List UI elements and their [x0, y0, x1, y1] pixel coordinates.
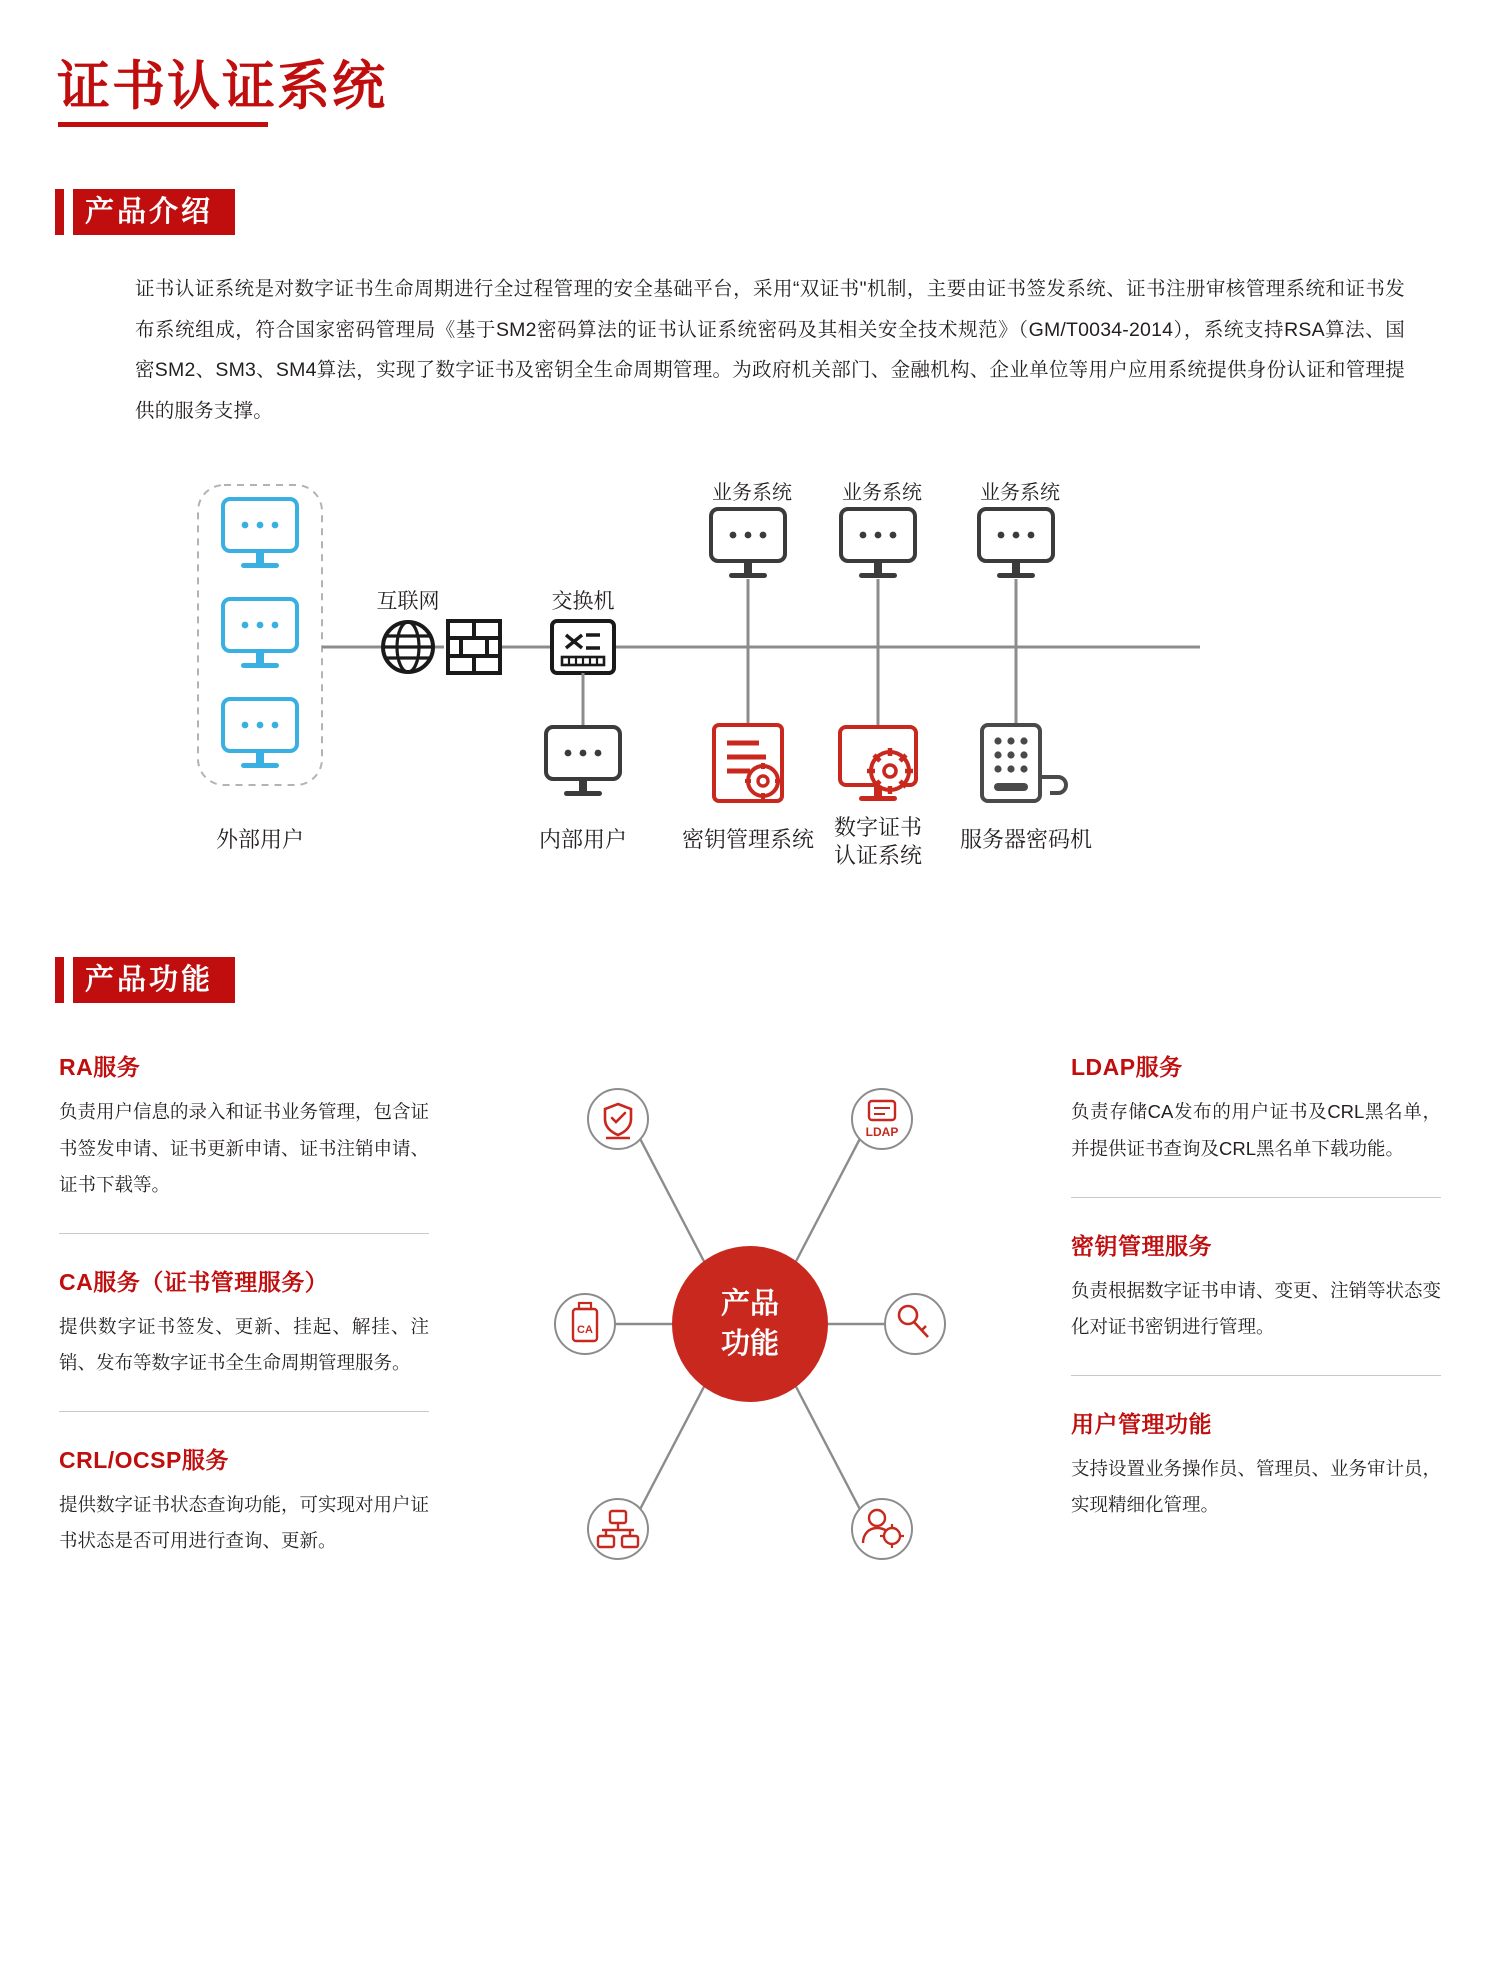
label-switch: 交换机 [551, 590, 615, 614]
label-business-system-2: 业务系统 [842, 482, 922, 505]
ldap-icon [852, 1089, 912, 1149]
function-title: LDAP服务 [1071, 1054, 1183, 1081]
label-key-management-system: 密钥管理系统 [681, 827, 815, 853]
hub-center-circle [672, 1246, 828, 1402]
hub-center-label-line1: 产品 [720, 1288, 780, 1321]
function-item-key-management [1071, 1197, 1441, 1345]
function-title: CRL/OCSP服务 [59, 1446, 229, 1473]
section-accent-bar [55, 957, 64, 1003]
section-title-product-functions: 产品功能 [73, 957, 235, 1003]
function-description: 提供数字证书签发、更新、挂起、解挂、注销、发布等数字证书全生命周期管理服务。 [59, 1315, 429, 1373]
label-business-system-1: 业务系统 [712, 482, 792, 505]
title-underline [58, 122, 268, 127]
function-title: 用户管理功能 [1071, 1410, 1212, 1437]
function-description: 负责存储CA发布的用户证书及CRL黑名单，并提供证书查询及CRL黑名单下载功能。 [1071, 1101, 1441, 1159]
function-item-user-management [1071, 1375, 1441, 1523]
crl-node-icon [588, 1499, 648, 1559]
key-icon [885, 1294, 945, 1354]
function-item-crl-ocsp [59, 1411, 429, 1559]
function-description: 支持设置业务操作员、管理员、业务审计员，实现精细化管理。 [1071, 1457, 1442, 1515]
svg-text:CA: CA [577, 1324, 593, 1337]
ca-usb-key-icon [555, 1294, 615, 1354]
hub-center-label-line2: 功能 [720, 1328, 780, 1361]
page-title: 证书认证系统 [57, 57, 387, 116]
label-hsm: 服务器密码机 [959, 827, 1093, 853]
function-description: 负责根据数字证书申请、变更、注销等状态变化对证书密钥进行管理。 [1071, 1279, 1442, 1337]
label-internal-users: 内部用户 [538, 827, 628, 853]
section-accent-bar [55, 189, 64, 235]
product-intro-paragraph: 证书认证系统是对数字证书生命周期进行全过程管理的安全基础平台，采用“双证书"机制，主要由证书签发系统、证书注册审核管理系统和证书发布系统组成，符合国家密码管理局《基于SM2密码算法的证书认证系统密码及其相关安全技术规范》（GM/T0034-2014），系统支持RSA算法、国密SM2、SM3、SM4算法，实现了数字证书及密钥全生命周期管理。为政府机关部门、金融机构、企业单位等用户应用系统提供身份认证和管理提供的服务支撑。 [135, 278, 1405, 422]
function-item-ca [59, 1233, 429, 1381]
functions-hub-diagram [540, 1049, 960, 1589]
function-title: RA服务 [59, 1054, 141, 1081]
functions-right-column [1071, 1049, 1441, 1589]
function-description: 负责用户信息的录入和证书业务管理，包含证书签发申请、证书更新申请、证书注销申请、证书下载等。 [59, 1101, 430, 1195]
function-title: CA服务（证书管理服务） [59, 1268, 329, 1295]
function-item-ldap [1071, 1049, 1441, 1166]
product-functions-area [55, 1049, 1445, 1589]
function-title: 密钥管理服务 [1071, 1232, 1212, 1259]
svg-text:LDAP: LDAP [865, 1125, 899, 1140]
label-external-users: 外部用户 [215, 827, 305, 853]
label-internet: 互联网 [376, 590, 440, 614]
section-title-product-intro: 产品介绍 [73, 189, 235, 235]
shield-check-icon [588, 1089, 648, 1149]
label-ca-system-line2: 认证系统 [833, 843, 923, 869]
user-settings-icon [852, 1499, 912, 1559]
functions-left-column [59, 1049, 429, 1589]
label-business-system-3: 业务系统 [980, 482, 1060, 505]
network-topology-diagram [190, 475, 1310, 895]
label-ca-system-line1: 数字证书 [833, 815, 923, 841]
function-description: 提供数字证书状态查询功能，可实现对用户证书状态是否可用进行查询、更新。 [59, 1493, 430, 1551]
section-header-product-functions [55, 957, 1445, 1003]
function-item-ra [59, 1049, 429, 1202]
section-header-product-intro [55, 189, 1445, 235]
bottom-spacer [55, 1589, 1445, 1629]
